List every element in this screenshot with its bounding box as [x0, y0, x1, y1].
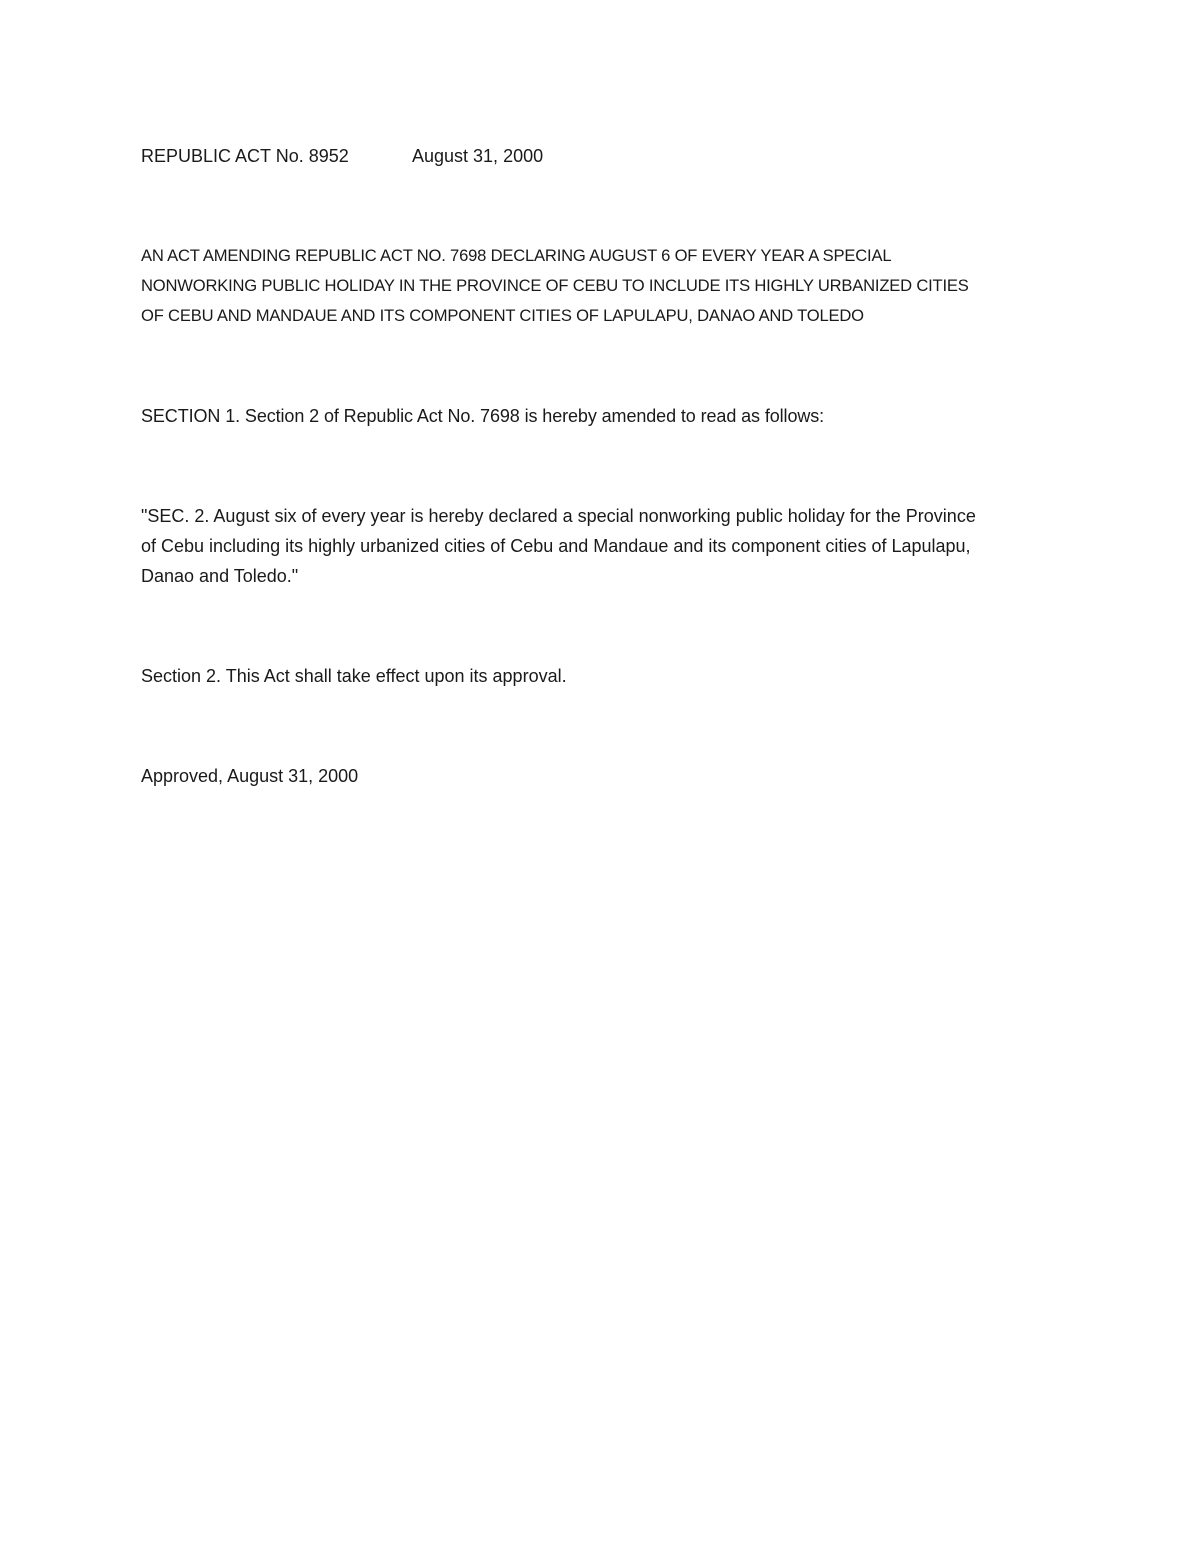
- approval-line: Approved, August 31, 2000: [141, 766, 359, 786]
- act-title: [141, 241, 1061, 331]
- amended-section-text: [141, 501, 1056, 591]
- amended-text-line: Danao and Toledo.": [141, 566, 299, 586]
- act-header: [141, 141, 1061, 171]
- act-title-line: NONWORKING PUBLIC HOLIDAY IN THE PROVINCE OF CEBU TO INCLUDE ITS HIGHLY URBANIZED CITIES: [141, 276, 969, 295]
- section-1-text: SECTION 1. Section 2 of Republic Act No. 7698 is hereby amended to read as follows:: [141, 406, 825, 426]
- amended-text-line: of Cebu including its highly urbanized cities of Cebu and Mandaue and its component cities of Lapulapu,: [141, 536, 971, 556]
- act-title-line: OF CEBU AND MANDAUE AND ITS COMPONENT CITIES OF LAPULAPU, DANAO AND TOLEDO: [141, 306, 864, 325]
- act-title-line: AN ACT AMENDING REPUBLIC ACT NO. 7698 DECLARING AUGUST 6 OF EVERY YEAR A SPECIAL: [141, 246, 892, 265]
- act-date: August 31, 2000: [412, 146, 544, 166]
- act-number: REPUBLIC ACT No. 8952: [141, 146, 349, 166]
- amended-text-line: "SEC. 2. August six of every year is hereby declared a special nonworking public holiday for the Province: [141, 506, 976, 526]
- section-2-text: Section 2. This Act shall take effect upon its approval.: [141, 666, 567, 686]
